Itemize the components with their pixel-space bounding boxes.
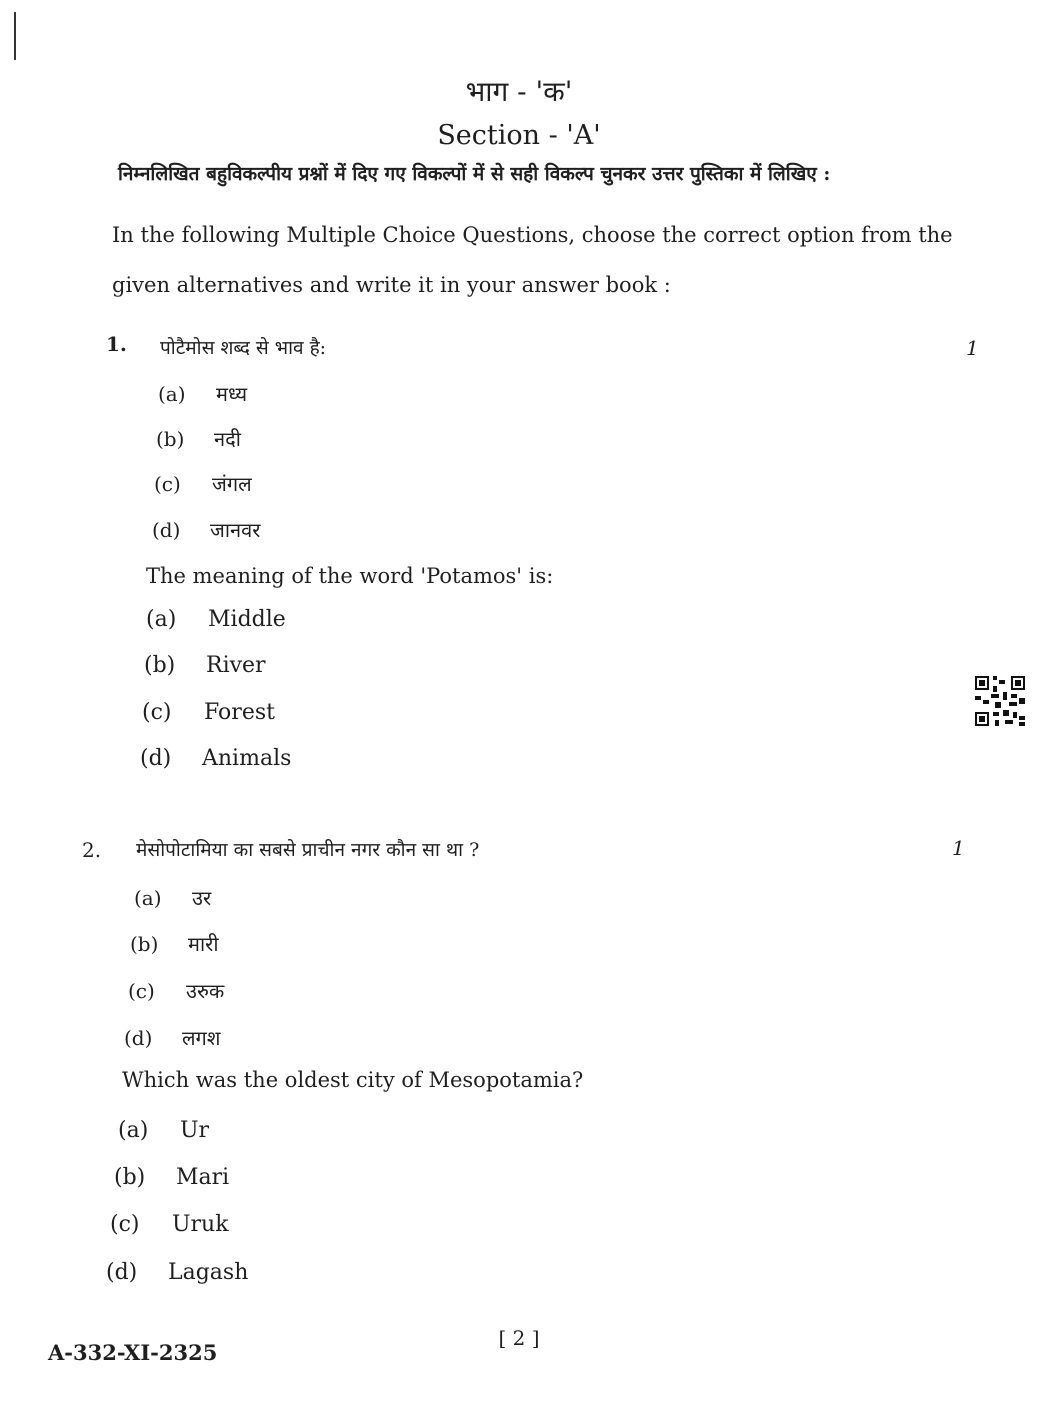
question-2-option-d-hindi: (d) लगश <box>124 1026 221 1050</box>
question-1-option-c: (c) Forest <box>142 700 275 725</box>
paper-code: A-332-XI-2325 <box>48 1340 218 1365</box>
section-heading: Section - 'A' <box>437 120 601 151</box>
question-2-marks: 1 <box>952 836 965 860</box>
instructions-hindi: निम्नलिखित बहुविकल्पीय प्रश्नों में दिए गए विकल्पों में से सही विकल्प चुनकर उत्तर पुस्तिका में लिखिए : <box>118 163 831 185</box>
question-2-text-english: Which was the oldest city of Mesopotamia? <box>122 1068 584 1092</box>
question-1-option-c-hindi: (c) जंगल <box>154 472 252 496</box>
question-2-option-b-hindi: (b) मारी <box>130 932 219 956</box>
question-1-option-a-hindi: (a) मध्य <box>158 382 248 406</box>
question-2-option-a-hindi: (a) उर <box>134 886 212 910</box>
question-2-text-hindi: मेसोपोटामिया का सबसे प्राचीन नगर कौन सा था ? <box>136 839 480 861</box>
qr-code-icon <box>975 676 1025 726</box>
question-2-option-a: (a) Ur <box>118 1118 210 1143</box>
question-1-option-d-hindi: (d) जानवर <box>152 518 261 542</box>
question-2-number: 2. <box>82 838 102 862</box>
instructions-english: In the following Multiple Choice Questions, choose the correct option from the given alternatives and write it in your answer book : <box>112 223 953 297</box>
part-heading-hindi: भाग - 'क' <box>465 75 573 108</box>
question-2-option-d: (d) Lagash <box>106 1260 249 1285</box>
page-number: [ 2 ] <box>498 1326 540 1350</box>
question-1-option-b-hindi: (b) नदी <box>156 427 241 451</box>
question-1-number: 1. <box>106 332 127 356</box>
question-1-text-hindi: पोटैमोस शब्द से भाव है: <box>160 337 327 359</box>
question-1-text-english: The meaning of the word 'Potamos' is: <box>146 564 554 588</box>
margin-mark <box>14 12 16 60</box>
question-2-option-c-hindi: (c) उरुक <box>128 979 225 1003</box>
question-1-option-b: (b) River <box>144 653 266 678</box>
question-1-option-d: (d) Animals <box>140 746 292 771</box>
question-2-option-c: (c) Uruk <box>110 1212 229 1237</box>
question-1-marks: 1 <box>966 336 979 360</box>
question-2-option-b: (b) Mari <box>114 1165 230 1190</box>
question-1-option-a: (a) Middle <box>146 607 286 632</box>
